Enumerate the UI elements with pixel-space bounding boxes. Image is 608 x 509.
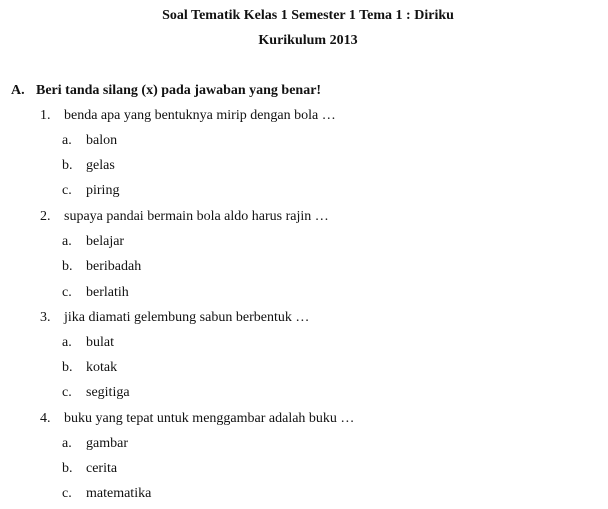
option-text: cerita bbox=[86, 461, 118, 476]
option-text: segitiga bbox=[86, 385, 130, 400]
option-letter: c. bbox=[62, 285, 72, 300]
option-1a bbox=[62, 132, 117, 150]
option-letter: c. bbox=[62, 486, 72, 501]
option-letter: a. bbox=[62, 234, 72, 249]
option-text: balon bbox=[86, 133, 118, 148]
question-2 bbox=[40, 208, 329, 226]
option-2c bbox=[62, 284, 129, 302]
question-3 bbox=[40, 309, 309, 327]
option-letter: a. bbox=[62, 436, 72, 451]
option-3b bbox=[62, 359, 117, 377]
option-letter: b. bbox=[62, 461, 73, 476]
option-2a bbox=[62, 233, 124, 251]
option-1b bbox=[62, 157, 115, 175]
question-text: buku yang tepat untuk menggambar adalah buku … bbox=[64, 411, 355, 426]
option-text: bulat bbox=[86, 335, 114, 350]
question-number: 4. bbox=[40, 411, 51, 426]
option-text: belajar bbox=[86, 234, 125, 249]
option-1c bbox=[62, 182, 119, 200]
question-number: 3. bbox=[40, 310, 51, 325]
option-letter: a. bbox=[62, 133, 72, 148]
option-letter: b. bbox=[62, 360, 73, 375]
option-4a bbox=[62, 435, 128, 453]
option-2b bbox=[62, 258, 141, 276]
section-instruction: Beri tanda silang (x) pada jawaban yang benar! bbox=[36, 83, 322, 98]
section-letter: A. bbox=[11, 83, 25, 98]
option-letter: c. bbox=[62, 385, 72, 400]
question-1 bbox=[40, 107, 336, 125]
document-title: Soal Tematik Kelas 1 Semester 1 Tema 1 : Diriku bbox=[162, 8, 454, 23]
option-text: berlatih bbox=[86, 285, 129, 300]
question-number: 2. bbox=[40, 209, 51, 224]
option-letter: c. bbox=[62, 183, 72, 198]
option-3c bbox=[62, 384, 130, 402]
question-number: 1. bbox=[40, 108, 51, 123]
option-4b bbox=[62, 460, 117, 478]
option-letter: b. bbox=[62, 158, 73, 173]
option-text: piring bbox=[86, 183, 120, 198]
question-text: benda apa yang bentuknya mirip dengan bola … bbox=[64, 108, 336, 123]
option-letter: a. bbox=[62, 335, 72, 350]
option-4c bbox=[62, 485, 151, 503]
option-text: gelas bbox=[86, 158, 115, 173]
question-text: jika diamati gelembung sabun berbentuk … bbox=[64, 310, 310, 325]
option-text: matematika bbox=[86, 486, 152, 501]
option-text: beribadah bbox=[86, 259, 142, 274]
option-3a bbox=[62, 334, 114, 352]
document-subtitle: Kurikulum 2013 bbox=[258, 33, 358, 48]
question-4 bbox=[40, 410, 354, 428]
question-text: supaya pandai bermain bola aldo harus rajin … bbox=[64, 209, 329, 224]
section-heading bbox=[11, 82, 321, 100]
option-letter: b. bbox=[62, 259, 73, 274]
option-text: kotak bbox=[86, 360, 118, 375]
option-text: gambar bbox=[86, 436, 128, 451]
